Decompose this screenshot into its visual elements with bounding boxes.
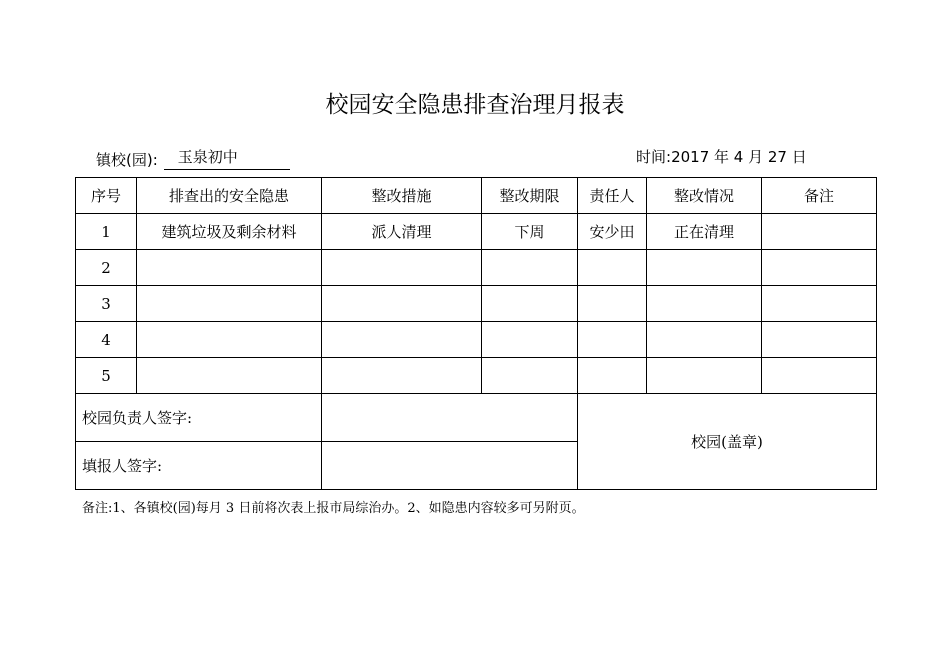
table-row bbox=[76, 358, 877, 394]
cell-status bbox=[647, 286, 762, 322]
stamp-area: 校园(盖章) bbox=[578, 394, 877, 490]
cell-hazard: 建筑垃圾及剩余材料 bbox=[137, 214, 322, 250]
cell-deadline bbox=[482, 250, 578, 286]
cell-measure bbox=[322, 286, 482, 322]
header-cell-index: 序号 bbox=[76, 178, 137, 214]
cell-hazard bbox=[137, 322, 322, 358]
table-row bbox=[76, 322, 877, 358]
cell-owner bbox=[578, 286, 647, 322]
cell-owner bbox=[578, 358, 647, 394]
school-field bbox=[96, 146, 290, 170]
school-label: 镇校(园): bbox=[96, 151, 158, 169]
cell-status bbox=[647, 358, 762, 394]
cell-remark bbox=[762, 286, 877, 322]
school-name: 玉泉初中 bbox=[164, 146, 290, 170]
header-cell-deadline: 整改期限 bbox=[482, 178, 578, 214]
filler-sign-field[interactable] bbox=[322, 442, 578, 490]
table-row bbox=[76, 214, 877, 250]
cell-index: 1 bbox=[76, 214, 137, 250]
cell-index: 4 bbox=[76, 322, 137, 358]
cell-deadline: 下周 bbox=[482, 214, 578, 250]
cell-measure: 派人清理 bbox=[322, 214, 482, 250]
header-cell-remark: 备注 bbox=[762, 178, 877, 214]
cell-index: 3 bbox=[76, 286, 137, 322]
cell-owner bbox=[578, 250, 647, 286]
cell-index: 2 bbox=[76, 250, 137, 286]
cell-status bbox=[647, 322, 762, 358]
cell-remark bbox=[762, 358, 877, 394]
cell-remark bbox=[762, 322, 877, 358]
cell-status: 正在清理 bbox=[647, 214, 762, 250]
cell-remark bbox=[762, 214, 877, 250]
leader-sign-row bbox=[76, 394, 877, 442]
hazard-report-table bbox=[75, 177, 877, 490]
date-label: 时间: bbox=[636, 148, 672, 166]
filler-sign-label: 填报人签字: bbox=[76, 442, 322, 490]
cell-measure bbox=[322, 358, 482, 394]
cell-measure bbox=[322, 322, 482, 358]
leader-sign-field[interactable] bbox=[322, 394, 578, 442]
header-cell-status: 整改情况 bbox=[647, 178, 762, 214]
cell-owner: 安少田 bbox=[578, 214, 647, 250]
cell-measure bbox=[322, 250, 482, 286]
cell-deadline bbox=[482, 286, 578, 322]
footnote: 备注:1、各镇校(园)每月 3 日前将次表上报市局综治办。2、如隐患内容较多可另附页。 bbox=[82, 501, 585, 516]
leader-sign-label: 校园负责人签字: bbox=[76, 394, 322, 442]
header-cell-owner: 责任人 bbox=[578, 178, 647, 214]
date-value: 2017 年 4 月 27 日 bbox=[671, 148, 807, 166]
table-row bbox=[76, 250, 877, 286]
header-cell-hazard: 排查出的安全隐患 bbox=[137, 178, 322, 214]
cell-hazard bbox=[137, 358, 322, 394]
header-cell-measure: 整改措施 bbox=[322, 178, 482, 214]
date-field bbox=[636, 146, 807, 167]
cell-deadline bbox=[482, 358, 578, 394]
cell-owner bbox=[578, 322, 647, 358]
cell-hazard bbox=[137, 286, 322, 322]
cell-hazard bbox=[137, 250, 322, 286]
table-row bbox=[76, 286, 877, 322]
cell-deadline bbox=[482, 322, 578, 358]
cell-index: 5 bbox=[76, 358, 137, 394]
cell-status bbox=[647, 250, 762, 286]
report-title: 校园安全隐患排查治理月报表 bbox=[325, 92, 625, 118]
table-header-row bbox=[76, 178, 877, 214]
cell-remark bbox=[762, 250, 877, 286]
